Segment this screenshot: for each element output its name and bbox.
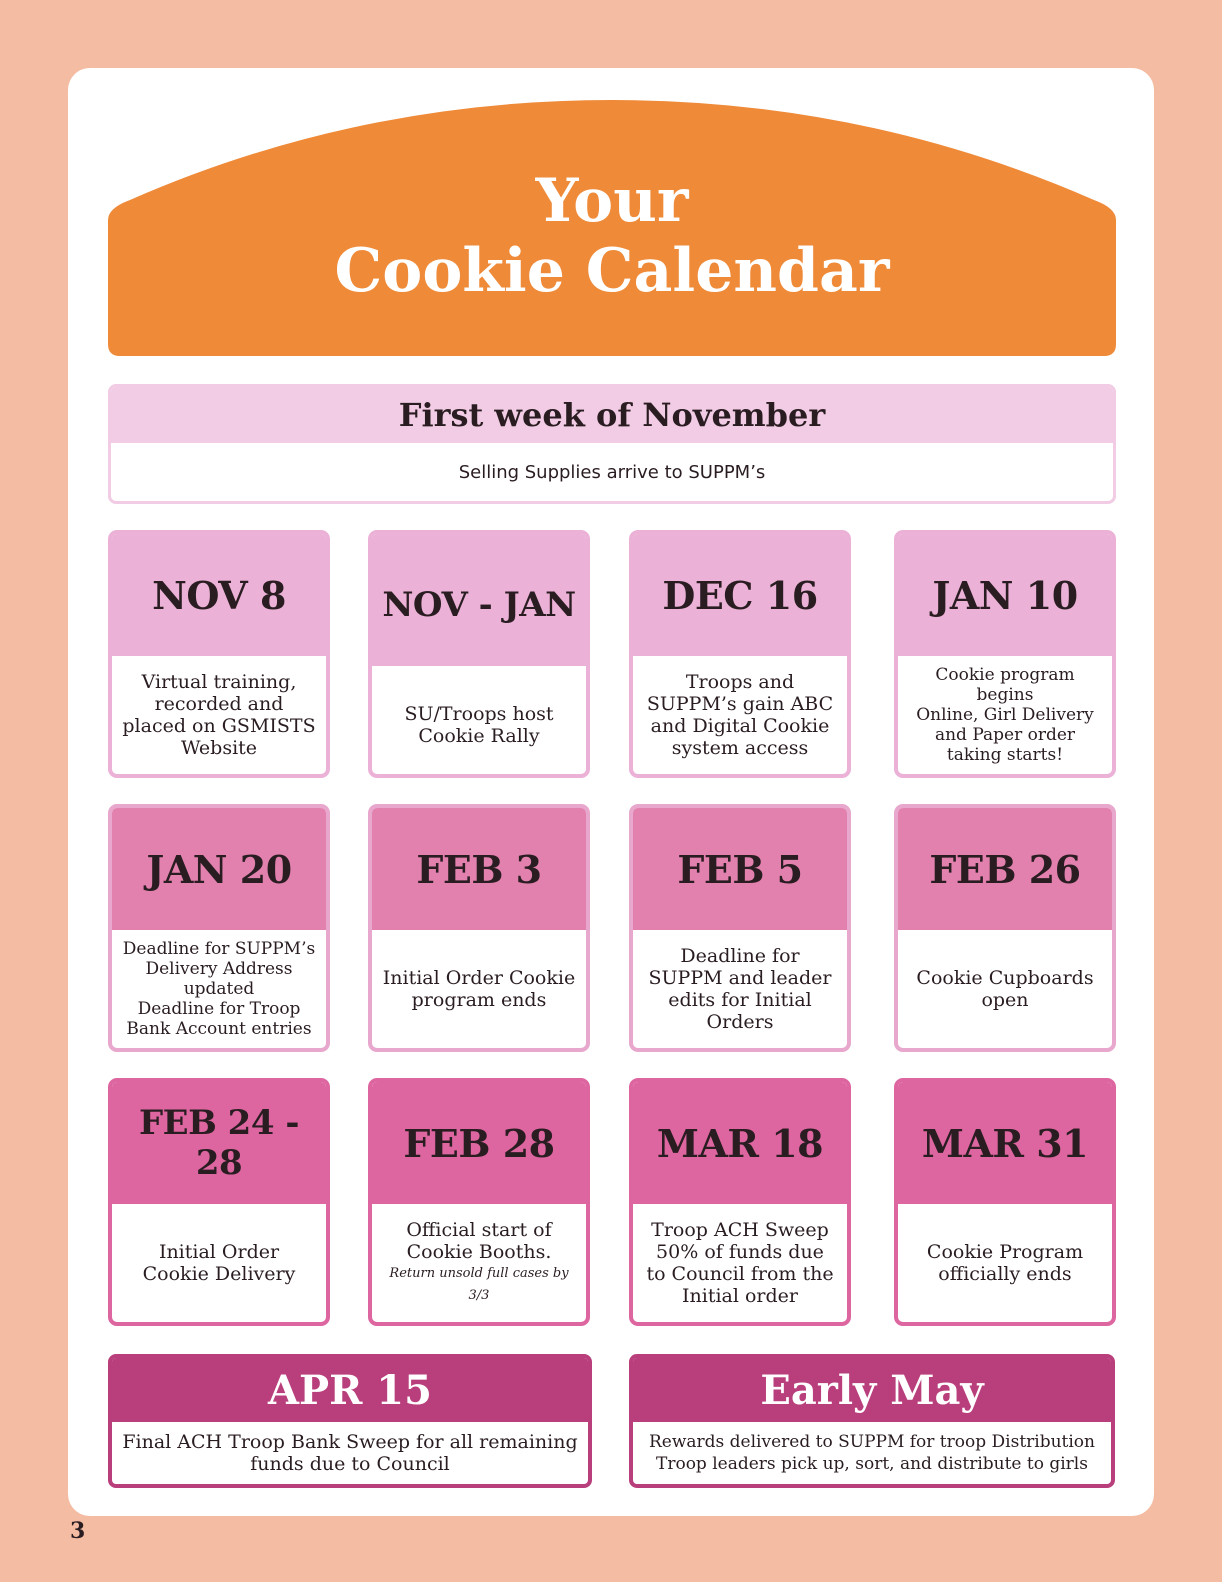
card-text xyxy=(372,1204,586,1322)
calendar-card-mar-31 xyxy=(894,1078,1116,1326)
first-week-text: Selling Supplies arrive to SUPPM’s xyxy=(458,462,766,483)
card-text-line: Official start of xyxy=(406,1219,552,1241)
card-date: APR 15 xyxy=(112,1358,588,1422)
card-text xyxy=(633,656,847,774)
card-text-line: Troop leaders pick up, sort, and distribute to girls xyxy=(656,1454,1088,1474)
card-text-line: SUPPM’s gain ABC xyxy=(646,693,834,715)
calendar-card-apr-15 xyxy=(108,1354,592,1488)
card-date: MAR 18 xyxy=(633,1082,847,1204)
card-text xyxy=(372,666,586,778)
calendar-card-feb-5 xyxy=(629,804,851,1052)
card-text xyxy=(898,1204,1112,1322)
card-date: FEB 26 xyxy=(898,808,1112,930)
title-banner xyxy=(108,100,1116,358)
card-text-line: Initial Order Cookie xyxy=(382,967,576,989)
calendar-card-dec-16 xyxy=(629,530,851,778)
card-date: JAN 20 xyxy=(112,808,326,930)
calendar-card-feb-24-28 xyxy=(108,1078,330,1326)
card-text-line: and Paper order xyxy=(934,725,1076,745)
card-text-line: Bank Account entries xyxy=(126,1019,312,1039)
calendar-card-feb-3 xyxy=(368,804,590,1052)
calendar-card-nov-jan xyxy=(368,530,590,778)
card-text-line: taking starts! xyxy=(946,745,1064,765)
card-text-line: placed on GSMISTS xyxy=(122,715,316,737)
card-text xyxy=(633,930,847,1048)
calendar-card-jan-20 xyxy=(108,804,330,1052)
card-text-line: Deadline for SUPPM’s xyxy=(122,939,316,959)
card-text-line: Delivery Address xyxy=(145,959,293,979)
card-date: Early May xyxy=(633,1358,1111,1422)
card-date: NOV 8 xyxy=(112,534,326,656)
calendar-card-jan-10 xyxy=(894,530,1116,778)
card-note: 3/3 xyxy=(468,1288,490,1303)
calendar-card-feb-28 xyxy=(368,1078,590,1326)
card-text xyxy=(898,930,1112,1048)
card-text-line: edits for Initial xyxy=(668,989,812,1011)
first-week-box xyxy=(108,384,1116,504)
card-text-line: and Digital Cookie xyxy=(650,715,830,737)
card-date: FEB 28 xyxy=(372,1082,586,1204)
card-text xyxy=(633,1204,847,1322)
card-text-line: updated xyxy=(183,979,255,999)
page-title-line1: Your xyxy=(535,166,689,236)
card-date: NOV - JAN xyxy=(372,534,586,666)
card-text-line: Troop ACH Sweep xyxy=(651,1219,829,1241)
card-text-line: system access xyxy=(671,737,809,759)
card-text-line: Cookie Booths. xyxy=(406,1241,552,1263)
card-note: Return unsold full cases by xyxy=(389,1266,569,1281)
card-date: FEB 5 xyxy=(633,808,847,930)
card-text xyxy=(898,656,1112,774)
card-text-line: Virtual training, xyxy=(141,671,297,693)
card-text-line: Website xyxy=(180,737,258,759)
card-date: JAN 10 xyxy=(898,534,1112,656)
card-text-line: 50% of funds due xyxy=(656,1241,824,1263)
calendar-card-nov-8 xyxy=(108,530,330,778)
card-text-line: recorded and xyxy=(154,693,284,715)
card-text-line: Cookie Delivery xyxy=(142,1263,296,1285)
page-title xyxy=(108,166,1116,306)
card-text-line: Cookie program xyxy=(935,665,1075,685)
card-text-line: begins xyxy=(976,685,1034,705)
card-text-line: program ends xyxy=(411,989,547,1011)
card-text-line: Online, Girl Delivery xyxy=(916,705,1094,725)
card-text-line: Deadline for Troop xyxy=(137,999,301,1019)
card-text-line: Final ACH Troop Bank Sweep for all remaining xyxy=(122,1431,578,1453)
card-text xyxy=(633,1422,1111,1484)
card-text-line: Orders xyxy=(706,1011,774,1033)
card-text xyxy=(112,1422,588,1484)
card-text xyxy=(112,656,326,774)
card-text-line: Cookie Program xyxy=(926,1241,1084,1263)
card-date: DEC 16 xyxy=(633,534,847,656)
card-text-line: Cookie Cupboards xyxy=(916,967,1094,989)
card-date: FEB 24 - 28 xyxy=(112,1082,326,1204)
card-text-line: officially ends xyxy=(938,1263,1072,1285)
card-text-line: open xyxy=(981,989,1029,1011)
card-text xyxy=(372,930,586,1048)
calendar-card-feb-26 xyxy=(894,804,1116,1052)
calendar-card-early-may xyxy=(629,1354,1115,1488)
card-text-line: SU/Troops host xyxy=(404,703,554,725)
card-text-line: SUPPM and leader xyxy=(648,967,832,989)
card-text-line: funds due to Council xyxy=(250,1453,450,1475)
card-text xyxy=(112,930,326,1048)
card-text-line: Deadline for xyxy=(680,945,800,967)
card-text-line: Initial order xyxy=(682,1285,798,1307)
page-number: 3 xyxy=(70,1518,86,1544)
first-week-heading: First week of November xyxy=(111,387,1113,443)
card-text-line: Cookie Rally xyxy=(418,725,540,747)
card-text-line: to Council from the xyxy=(646,1263,834,1285)
card-text xyxy=(112,1204,326,1322)
card-text-line: Initial Order xyxy=(158,1241,280,1263)
calendar-card-mar-18 xyxy=(629,1078,851,1326)
card-date: FEB 3 xyxy=(372,808,586,930)
page-title-line2: Cookie Calendar xyxy=(334,236,890,306)
card-text-line: Rewards delivered to SUPPM for troop Distribution xyxy=(648,1432,1095,1452)
card-date: MAR 31 xyxy=(898,1082,1112,1204)
card-text-line: Troops and xyxy=(685,671,795,693)
